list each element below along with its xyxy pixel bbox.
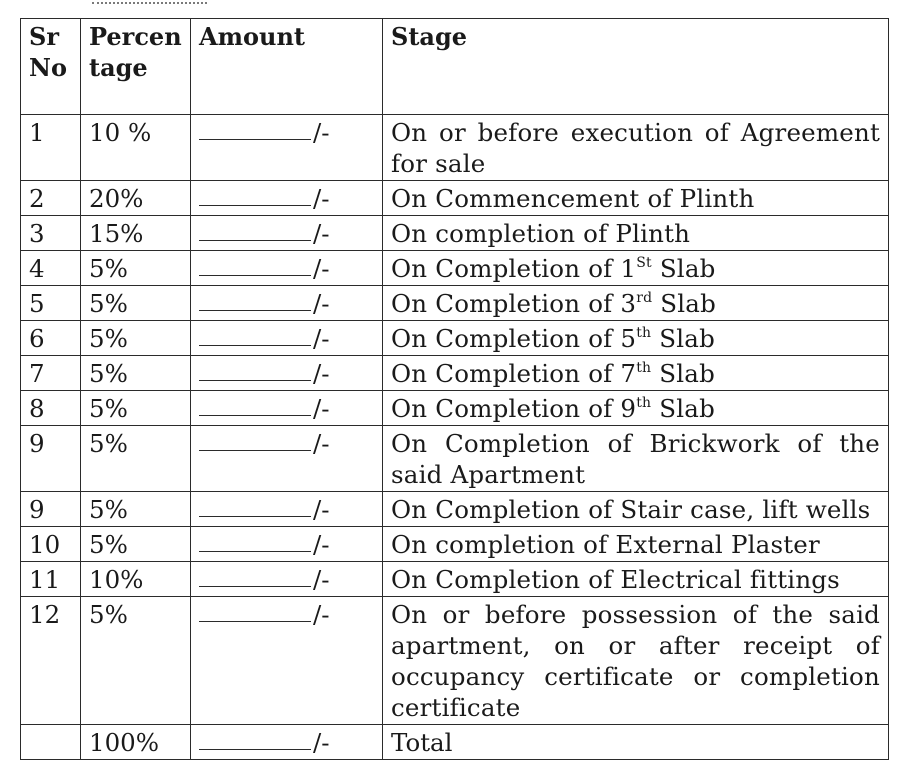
stage-ordinal-suffix: th (636, 324, 652, 341)
header-percentage: Percentage (81, 19, 191, 115)
stage-ordinal-suffix: rd (636, 289, 653, 306)
stage-cell (383, 251, 889, 286)
amount-blank-line (199, 727, 311, 750)
amount-cell (191, 181, 383, 216)
amount-blank-line (199, 428, 311, 451)
stage-ordinal-suffix: th (636, 394, 652, 411)
stage-cell (383, 286, 889, 321)
total-label: Total (383, 725, 889, 760)
amount-suffix: /- (313, 600, 330, 629)
stage-cell (383, 356, 889, 391)
stage-cell (383, 321, 889, 356)
stage-text: On Completion of 1 (391, 254, 637, 283)
percentage-cell: 20% (81, 181, 191, 216)
amount-suffix: /- (313, 394, 330, 423)
amount-suffix: /- (313, 565, 330, 594)
amount-suffix: /- (313, 728, 330, 757)
amount-blank-line (199, 494, 311, 517)
amount-blank-line (199, 253, 311, 276)
stage-text: On completion of Plinth (391, 219, 691, 248)
amount-cell (191, 527, 383, 562)
stage-text: On Completion of 9 (391, 394, 637, 423)
stage-text-after: Slab (651, 359, 715, 388)
stage-text: On Completion of 7 (391, 359, 637, 388)
sr-no-cell: 4 (21, 251, 81, 286)
table-row (21, 216, 889, 251)
sr-no-cell: 5 (21, 286, 81, 321)
percentage-cell: 5% (81, 426, 191, 492)
amount-blank-line (199, 183, 311, 206)
stage-text-after: Slab (651, 394, 715, 423)
stage-cell (383, 391, 889, 426)
percentage-cell: 5% (81, 286, 191, 321)
table-row (21, 321, 889, 356)
header-amount: Amount (191, 19, 383, 115)
amount-suffix: /- (313, 289, 330, 318)
percentage-cell: 5% (81, 391, 191, 426)
stage-text: On Completion of Stair case, lift wells (391, 495, 871, 524)
stage-cell (383, 492, 889, 527)
stage-cell (383, 216, 889, 251)
amount-suffix: /- (313, 429, 330, 458)
amount-blank-line (199, 599, 311, 622)
amount-suffix: /- (313, 530, 330, 559)
stage-cell (383, 597, 889, 725)
table-row (21, 492, 889, 527)
total-percent: 100% (81, 725, 191, 760)
sr-no-cell: 8 (21, 391, 81, 426)
total-amount-cell (191, 725, 383, 760)
amount-cell (191, 251, 383, 286)
table-row (21, 181, 889, 216)
stage-text: On Completion of 5 (391, 324, 637, 353)
total-row (21, 725, 889, 760)
stage-cell (383, 181, 889, 216)
table-row (21, 356, 889, 391)
stage-text: On Completion of 3 (391, 289, 637, 318)
sr-no-cell: 3 (21, 216, 81, 251)
percentage-cell: 15% (81, 216, 191, 251)
amount-cell (191, 426, 383, 492)
table-row (21, 597, 889, 725)
percentage-cell: 5% (81, 251, 191, 286)
amount-blank-line (199, 393, 311, 416)
amount-cell (191, 321, 383, 356)
amount-suffix: /- (313, 359, 330, 388)
amount-blank-line (199, 564, 311, 587)
amount-cell (191, 356, 383, 391)
scan-artifact-line (92, 2, 207, 7)
payment-schedule-table (20, 18, 889, 760)
amount-blank-line (199, 218, 311, 241)
header-row (21, 19, 889, 115)
stage-ordinal-suffix: St (636, 254, 652, 271)
stage-text-after: Slab (651, 254, 716, 283)
stage-cell (383, 426, 889, 492)
stage-cell (383, 527, 889, 562)
table-row (21, 251, 889, 286)
amount-suffix: /- (313, 184, 330, 213)
amount-suffix: /- (313, 495, 330, 524)
sr-no-cell: 9 (21, 426, 81, 492)
amount-blank-line (199, 117, 311, 140)
percentage-cell: 10 % (81, 115, 191, 181)
sr-no-cell: 6 (21, 321, 81, 356)
sr-no-cell: 12 (21, 597, 81, 725)
stage-text: On completion of External Plaster (391, 530, 820, 559)
stage-text: On Commencement of Plinth (391, 184, 755, 213)
amount-cell (191, 492, 383, 527)
sr-no-cell: 1 (21, 115, 81, 181)
table-row (21, 426, 889, 492)
table-row (21, 527, 889, 562)
percentage-cell: 5% (81, 321, 191, 356)
stage-text: On Completion of Brickwork of the said Apartment (391, 429, 880, 489)
percentage-cell: 5% (81, 492, 191, 527)
sr-no-cell: 11 (21, 562, 81, 597)
table-row (21, 286, 889, 321)
amount-cell (191, 286, 383, 321)
stage-text-after: Slab (652, 289, 716, 318)
table-row (21, 391, 889, 426)
sr-no-cell: 7 (21, 356, 81, 391)
amount-cell (191, 562, 383, 597)
stage-text-after: Slab (651, 324, 715, 353)
table-row (21, 562, 889, 597)
sr-no-cell: 9 (21, 492, 81, 527)
header-sr-no: Sr No (21, 19, 81, 115)
percentage-cell: 5% (81, 597, 191, 725)
amount-suffix: /- (313, 118, 330, 147)
amount-blank-line (199, 358, 311, 381)
amount-suffix: /- (313, 254, 330, 283)
stage-text: On or before possession of the said apartment, on or after receipt of occupancy certificate or completion certificate (391, 600, 880, 722)
total-sr-cell (21, 725, 81, 760)
amount-cell (191, 391, 383, 426)
table-row (21, 115, 889, 181)
stage-cell (383, 115, 889, 181)
percentage-cell: 5% (81, 356, 191, 391)
sr-no-cell: 2 (21, 181, 81, 216)
sr-no-cell: 10 (21, 527, 81, 562)
stage-text: On Completion of Electrical fittings (391, 565, 840, 594)
header-stage: Stage (383, 19, 889, 115)
amount-blank-line (199, 323, 311, 346)
amount-cell (191, 216, 383, 251)
stage-text: On or before execution of Agreement for sale (391, 118, 880, 178)
amount-suffix: /- (313, 219, 330, 248)
amount-blank-line (199, 288, 311, 311)
amount-suffix: /- (313, 324, 330, 353)
stage-ordinal-suffix: th (636, 359, 652, 376)
percentage-cell: 5% (81, 527, 191, 562)
amount-cell (191, 115, 383, 181)
stage-cell (383, 562, 889, 597)
amount-blank-line (199, 529, 311, 552)
percentage-cell: 10% (81, 562, 191, 597)
amount-cell (191, 597, 383, 725)
